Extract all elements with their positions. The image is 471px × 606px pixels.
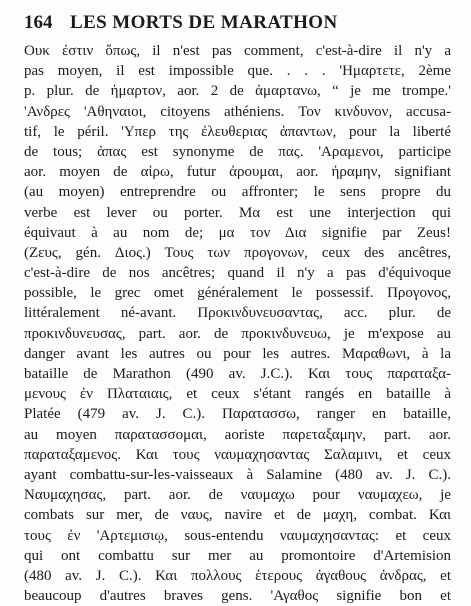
text-line: de tous; ἁπας est synonyme de πας. 'Αραμενοι, participe (24, 143, 451, 160)
page-header (24, 12, 451, 39)
running-title: LES MORTS DE MARATHON (70, 12, 338, 33)
text-line: verbe est lever ou porter. Μα est une interjection qui (24, 204, 451, 221)
text-line: 'Ανδρες 'Αθηναιοι, citoyens athéniens. Τον κινδυνον, accusa- (24, 103, 451, 120)
text-line: au moyen παρατασσομαι, aoriste παρεταξαμην, part. aor. (24, 426, 451, 443)
text-line: équivaut à au nom de; μα τον Δια signifie par Zeus! (24, 224, 451, 241)
text-line: (Ζευς, gén. Διος.) Τους των προγονων, ceux des ancêtres, (24, 244, 451, 261)
text-line: ayant combattu-sur-les-vaisseaux à Salamine (480 av. J. C.). (24, 466, 451, 483)
text-line: bataille de Marathon (490 av. J.C.). Και τους παραταξα- (24, 366, 451, 382)
text-line: combats sur mer, de ναυς, navire et de μαχη, combat. Και (24, 507, 451, 524)
text-line: p. plur. de ἡμαρτον, aor. 2 de ἁμαρτανω, “ je me trompe.' (24, 83, 451, 100)
text-line: τους ἐν 'Αρτεμισιῳ, sous-entendu ναυμαχησαντας: et ceux (24, 527, 451, 544)
text-line: danger avant les autres ou pour les autres. Μαραθωνι, à la (24, 345, 451, 362)
text-line: tif, le péril. 'Υπερ της ἐλευθεριας ἁπαντων, pour la liberté (24, 123, 451, 140)
text-line: παραταξαμενος. Και τους ναυμαχησαντας Σαλαμινι, et ceux (24, 446, 451, 463)
text-line: beaucoup d'autres braves gens. 'Αγαθος signifie bon et (24, 588, 451, 605)
text-line: c'est-à-dire de nos ancêtres; quand il n'y a pas d'équivoque (24, 265, 451, 282)
text-line: Ουκ ἐστιν ὅπως, il n'est pas comment, c'est-à-dire il n'y a (24, 43, 451, 59)
text-line: pas moyen, il est impossible que. . . . 'Ημαρτετε, 2ème (24, 63, 451, 80)
text-line: aor. moyen de αἰρω, futur ἀρουμαι, aor. ἠραμην, signifiant (24, 164, 451, 181)
commentary-text (24, 41, 451, 606)
text-line: προκινδυνευσας, part. aor. de προκινδυνευω, je m'expose au (24, 325, 451, 342)
text-line: Platée (479 av. J. C.). Παρατασσω, ranger en bataille, (24, 406, 451, 423)
text-line: littéralement né-avant. Προκινδυνευσαντας, acc. plur. de (24, 305, 451, 322)
page-number: 164 (24, 12, 53, 33)
text-line: qui ont combattu sur mer au promontoire d'Artemision (24, 547, 451, 564)
text-line: possible, le grec omet généralement le possessif. Προγονος, (24, 285, 451, 302)
text-line: μενους ἐν Πλαταιαις, et ceux s'étant rangés en bataille à (24, 386, 451, 403)
text-line: Ναυμαχησας, part. aor. de ναυμαχω pour ναυμαχεω, je (24, 487, 451, 504)
text-line: (au moyen) entreprendre ou affronter; le sens propre du (24, 184, 451, 201)
text-line: (480 av. J. C.). Και πολλους ἑτερους ἀγαθους ἀνδρας, et (24, 567, 451, 584)
